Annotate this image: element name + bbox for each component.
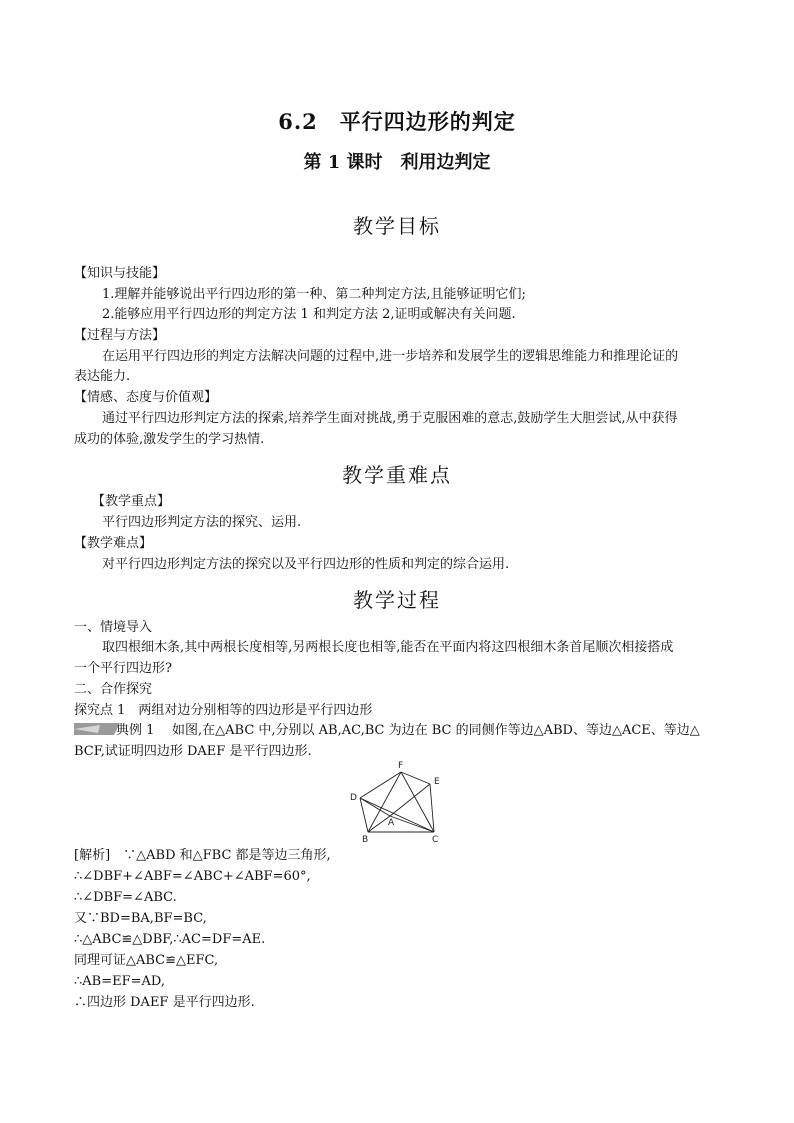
- process-text-line-1: 在运用平行四边形的判定方法解决问题的过程中,进一步培养和发展学生的逻辑思维能力和推理论证的: [102, 349, 679, 364]
- process-label: 【过程与方法】: [74, 328, 166, 343]
- solution-line-7: ∴AB=EF=AD,: [74, 974, 165, 989]
- label-B: B: [362, 835, 369, 845]
- emotion-text-line-2: 成功的体验,激发学生的学习热情.: [74, 432, 265, 447]
- solution-line-5: ∴△ABC≌△DBF,∴AC=DF=AE.: [74, 932, 266, 947]
- geometry-figure: [346, 760, 456, 850]
- emotion-text-line-1: 通过平行四边形判定方法的探索,培养学生面对挑战,勇于克服困难的意志,鼓励学生大胆尝试,从中获得: [102, 411, 678, 426]
- lesson-subtitle: 第 1 课时 利用边判定: [303, 152, 491, 173]
- knowledge-item-2: 2.能够应用平行四边形的判定方法 1 和判定方法 2,证明或解决有关问题.: [102, 307, 516, 322]
- edge-EC: [430, 784, 434, 832]
- difficulties-label: 【教学难点】: [74, 536, 153, 551]
- example-text-line-2: BCF,试证明四边形 DAEF 是平行四边形.: [74, 744, 312, 759]
- label-E: E: [434, 777, 440, 787]
- example-text-line-1: 如图,在△ABC 中,分别以 AB,AC,BC 为边在 BC 的同侧作等边△ABD、等边△ACE、等边△: [172, 723, 700, 738]
- label-D: D: [350, 793, 357, 803]
- edge-BA: [368, 816, 390, 832]
- edge-FE: [401, 772, 430, 784]
- edge-FB: [368, 772, 401, 832]
- solution-line-3: ∴∠DBF=∠ABC.: [74, 890, 177, 905]
- knowledge-label: 【知识与技能】: [74, 266, 166, 281]
- explore-point-label: 探究点 1 两组对边分别相等的四边形是平行四边形: [74, 703, 373, 718]
- solution-line-4: 又∵BD=BA,BF=BC,: [74, 911, 207, 926]
- key-points-text: 平行四边形判定方法的探究、运用.: [102, 515, 302, 530]
- example-label: 典例 1: [116, 723, 155, 738]
- example-badge-icon: [74, 723, 120, 735]
- difficulties-text: 对平行四边形判定方法的探究以及平行四边形的性质和判定的综合运用.: [102, 557, 510, 572]
- solution-line-2: ∴∠DBF+∠ABF=∠ABC+∠ABF=60°,: [74, 869, 311, 884]
- knowledge-item-1: 1.理解并能够说出平行四边形的第一种、第二种判定方法,且能够证明它们;: [102, 287, 526, 302]
- label-A: A: [388, 818, 395, 828]
- key-points-label: 【教学重点】: [92, 494, 171, 509]
- label-F: F: [398, 761, 404, 771]
- edge-AC: [390, 816, 434, 832]
- section-heading-key-points: 教学重难点: [342, 463, 452, 487]
- section-heading-process: 教学过程: [353, 588, 441, 612]
- solution-line-8: ∴四边形 DAEF 是平行四边形.: [74, 995, 255, 1010]
- intro-label: 一、情境导入: [74, 620, 153, 635]
- process-text-line-2: 表达能力.: [74, 369, 131, 384]
- edge-DB: [360, 798, 368, 832]
- page-title: 6.2 平行四边形的判定: [278, 109, 516, 134]
- solution-line-6: 同理可证△ABC≌△EFC,: [74, 953, 219, 968]
- edge-FC: [401, 772, 434, 832]
- section-heading-objectives: 教学目标: [353, 214, 441, 238]
- emotion-label: 【情感、态度与价值观】: [74, 390, 218, 405]
- label-C: C: [432, 835, 439, 845]
- cooperative-label: 二、合作探究: [74, 682, 153, 697]
- intro-text-line-2: 一个平行四边形?: [74, 661, 172, 676]
- edge-DF: [360, 772, 401, 798]
- solution-line-1: [解析] ∵△ABD 和△FBC 都是等边三角形,: [74, 848, 331, 863]
- intro-text-line-1: 取四根细木条,其中两根长度相等,另两根长度也相等,能否在平面内将这四根细木条首尾顺次相接搭成: [102, 640, 674, 655]
